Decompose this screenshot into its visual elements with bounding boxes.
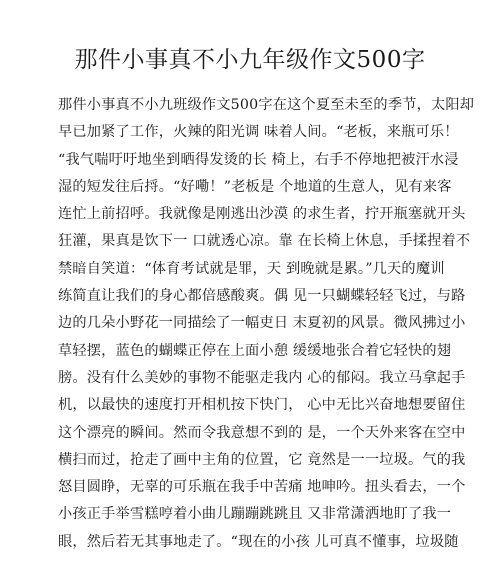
text-line: 早已加紧了工作，火辣的阳光调 味着人间。“老板，来瓶可乐！: [58, 124, 459, 141]
text-line: “我气喘吁吁地坐到晒得发烫的长 椅上，右手不停地把被汗水浸: [58, 151, 459, 168]
text-line: 这个漂亮的瞬间。然而令我意想不到的 是，一个天外来客在空中: [58, 424, 466, 441]
text-line: 连忙上前招呼。我就像是刚逃出沙漠 的求生者，拧开瓶塞就开头: [58, 206, 466, 223]
text-line: 机，以最快的速度打开相机按下快门， 心中无比兴奋地想要留住: [58, 397, 466, 414]
text-line: 小孩正手举雪糕哼着小曲儿蹦蹦跳跳且 又非常潇洒地盯了我一: [58, 506, 452, 523]
article-body: [58, 92, 475, 556]
text-line: 狂灌，果真是饮下一 口就透心凉。靠 在长椅上休息，手揉捏着不: [58, 233, 471, 250]
text-line: 横扫而过，抢走了画中主角的位置，它 竟然是一一垃圾。气的我: [58, 451, 466, 468]
text-line: 湿的短发往后捋。“好嘞！”老板是 个地道的生意人，见有来客: [58, 178, 452, 195]
document-title: 那件小事真不小九年级作文500字: [74, 47, 426, 73]
text-line: 禁暗自笑道：“体育考试就是罪，天 到晚就是累。”几天的魔训: [58, 260, 445, 277]
text-line: 练简直让我们的身心都倍感酸爽。偶 见一只蝴蝶轻轻飞过，与路: [58, 288, 466, 305]
text-line: 膀。没有什么美妙的事物不能驱走我内 心的郁闷。我立马拿起手: [58, 369, 466, 386]
text-line: 草轻摆，蓝色的蝴蝶正停在上面小憩 缓缓地张合着它轻快的翅: [58, 342, 452, 359]
text-line: 怒目圆睁，无辜的可乐瓶在我手中苦痛 地呻吟。扭头看去，一个: [58, 479, 466, 496]
text-line: 边的几朵小野花一同描绘了一幅吏日 末夏初的风景。微风拂过小: [58, 315, 466, 332]
text-line: 眼，然后若无其事地走了。“现在的小孩 儿可真不懂事，垃圾随: [58, 533, 459, 550]
text-line: 那件小事真不小九班级作文500字在这个夏至未至的季节，太阳却: [58, 97, 475, 113]
